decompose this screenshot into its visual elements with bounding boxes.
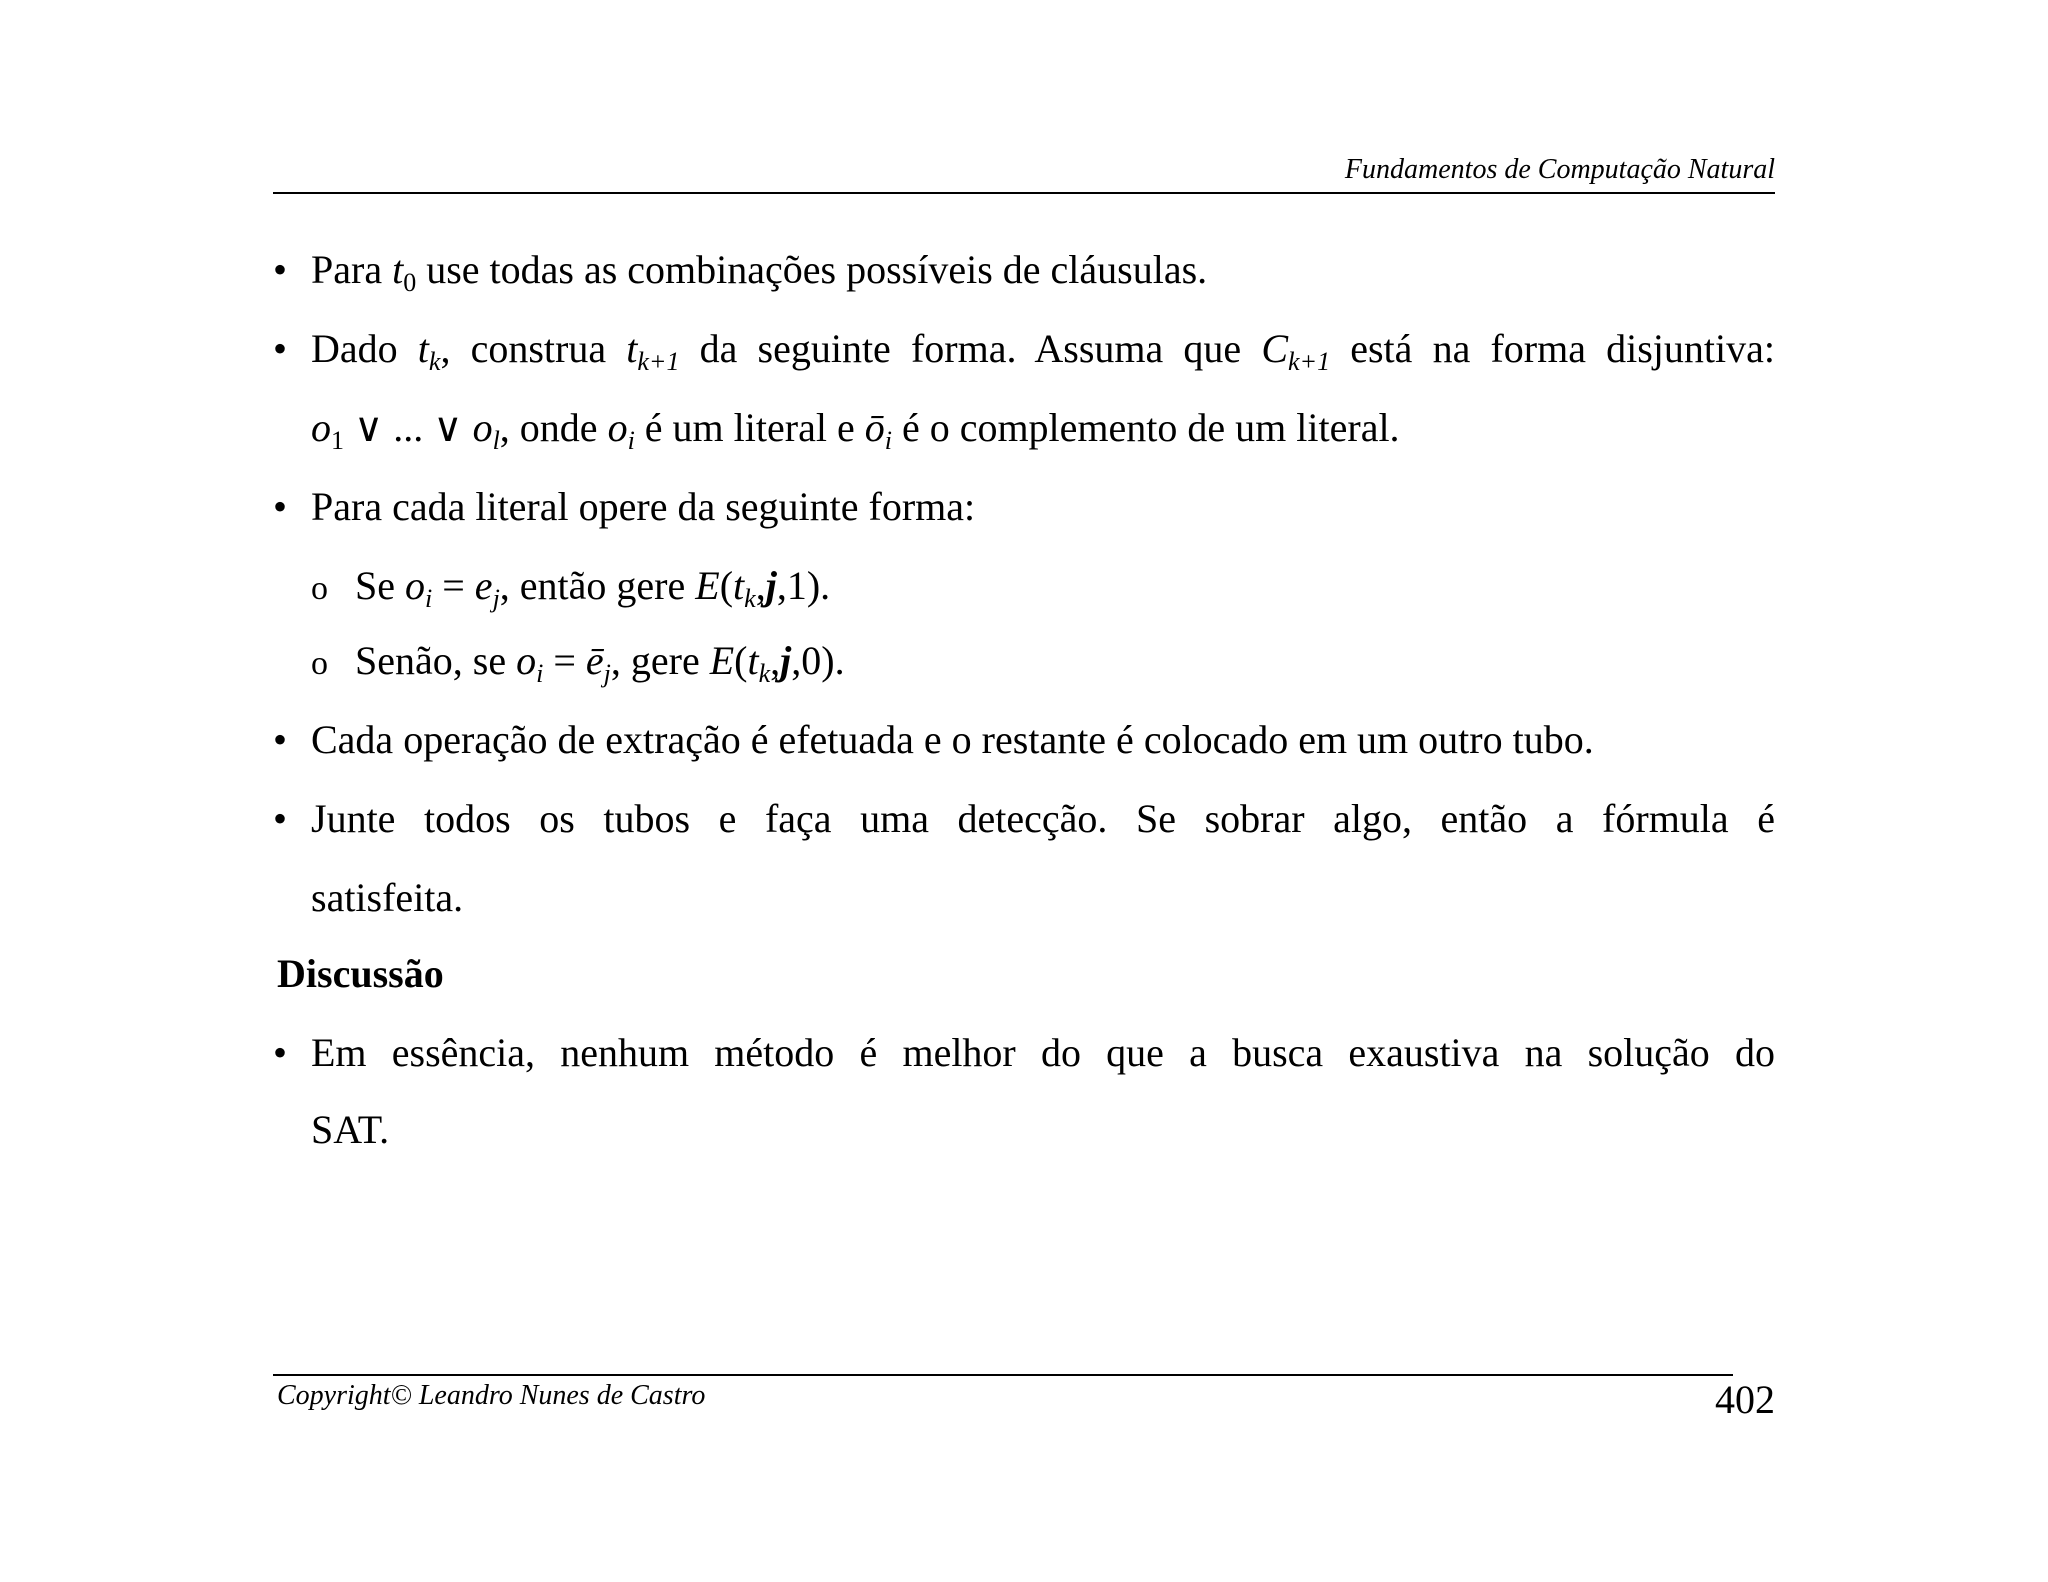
s2-j: j xyxy=(780,638,792,683)
b2-obar: ō xyxy=(864,405,885,450)
b2-tk-sub: k xyxy=(428,347,441,376)
b2-oi-sub: i xyxy=(627,426,635,455)
sub-bullet-marker: o xyxy=(311,570,328,607)
b2-ol: o xyxy=(472,405,493,450)
s1-t-sub: k xyxy=(744,584,756,613)
b2-obar-sub: i xyxy=(884,426,892,455)
b2-tk1-sub: k+1 xyxy=(637,347,680,376)
bullet-item-6 xyxy=(273,1029,1775,1077)
sub-item-1 xyxy=(311,562,1775,613)
b2-ol-sub: l xyxy=(492,426,500,455)
s1-pre: Se xyxy=(355,563,405,608)
footer-rule xyxy=(273,1374,1733,1376)
s2-close: ,0). xyxy=(791,638,845,683)
s2-open: ( xyxy=(734,638,748,683)
s1-eq: = xyxy=(432,563,475,608)
page-number: 402 xyxy=(1715,1377,1775,1422)
bullet-item-2-continuation xyxy=(311,404,1775,455)
b2-mid1: , construa xyxy=(440,326,627,371)
s1-mid: , então gere xyxy=(499,563,696,608)
sub-item-2 xyxy=(311,637,1775,688)
b2-mid2: da seguinte forma. Assuma que xyxy=(679,326,1262,371)
s2-o: o xyxy=(516,638,537,683)
s2-pre: Senão, se xyxy=(355,638,517,683)
b2-o1: o xyxy=(311,405,331,450)
b2-tk1: t xyxy=(626,326,638,371)
b2-c-sub: k+1 xyxy=(1288,347,1331,376)
s1-e-sub: j xyxy=(492,584,500,613)
s1-E: E xyxy=(695,563,720,608)
s2-eq: = xyxy=(543,638,586,683)
s1-close: ,1). xyxy=(776,563,831,608)
b2-pre: Dado xyxy=(311,326,418,371)
b2-oi: o xyxy=(607,405,628,450)
b5-line2: satisfeita. xyxy=(311,875,464,920)
b2-o1-sub: 1 xyxy=(331,426,344,455)
bullet-item-4 xyxy=(273,716,1775,764)
b6-line2: SAT. xyxy=(311,1107,390,1152)
bullet-item-5-continuation xyxy=(311,874,1775,922)
b1-post: use todas as combinações possíveis de cláusulas. xyxy=(416,247,1208,292)
b5-line1: Junte todos os tubos e faça uma detecção. Se sobrar algo, então a fórmula é xyxy=(311,796,1775,841)
bullet-marker: • xyxy=(273,717,288,762)
s1-o-sub: i xyxy=(425,584,433,613)
bullet-marker: • xyxy=(273,326,288,371)
bullet-marker: • xyxy=(273,796,288,841)
bullet-item-3 xyxy=(273,483,1775,531)
b2-l2-post: é o complemento de um literal. xyxy=(891,405,1400,450)
b4-text: Cada operação de extração é efetuada e o restante é colocado em um outro tubo. xyxy=(311,717,1594,762)
section-heading: Discussão xyxy=(277,951,444,996)
b2-l2-mid1: , onde xyxy=(499,405,608,450)
b1-t-sub: 0 xyxy=(403,268,417,297)
sub-bullet-marker: o xyxy=(311,645,328,682)
bullet-item-2 xyxy=(273,325,1775,376)
bullet-item-1 xyxy=(273,246,1775,297)
b2-tk: t xyxy=(417,326,429,371)
header-rule xyxy=(273,192,1775,194)
bullet-item-6-continuation xyxy=(311,1106,1775,1154)
copyright-notice: Copyright© Leandro Nunes de Castro xyxy=(277,1380,706,1411)
b2-or: ∨ ... ∨ xyxy=(344,405,473,450)
b1-pre: Para xyxy=(311,247,393,292)
s2-e-sub: j xyxy=(603,659,611,688)
s1-t: t xyxy=(733,563,745,608)
running-header: Fundamentos de Computação Natural xyxy=(1344,154,1775,185)
bullet-marker: • xyxy=(273,1030,288,1075)
b2-l2-mid2: é um literal e xyxy=(634,405,865,450)
bullet-item-5 xyxy=(273,795,1775,843)
s1-e: e xyxy=(474,563,493,608)
b3-text: Para cada literal opere da seguinte forma: xyxy=(311,484,976,529)
b1-t: t xyxy=(392,247,404,292)
b2-c: C xyxy=(1261,326,1288,371)
s2-comma: , xyxy=(770,638,781,683)
s1-open: ( xyxy=(719,563,734,608)
s2-o-sub: i xyxy=(536,659,544,688)
s2-t: t xyxy=(747,638,759,683)
s1-o: o xyxy=(405,563,425,608)
b6-line1: Em essência, nenhum método é melhor do que a busca exaustiva na solução do xyxy=(311,1030,1775,1075)
s2-mid: , gere xyxy=(610,638,710,683)
s2-E: E xyxy=(709,638,735,683)
b2-post: está na forma disjuntiva: xyxy=(1330,326,1775,371)
s2-e: ē xyxy=(585,638,604,683)
bullet-marker: • xyxy=(273,247,288,292)
s2-t-sub: k xyxy=(758,659,771,688)
s1-comma: , xyxy=(755,563,766,608)
bullet-marker: • xyxy=(273,484,288,529)
s1-j: j xyxy=(765,563,777,608)
